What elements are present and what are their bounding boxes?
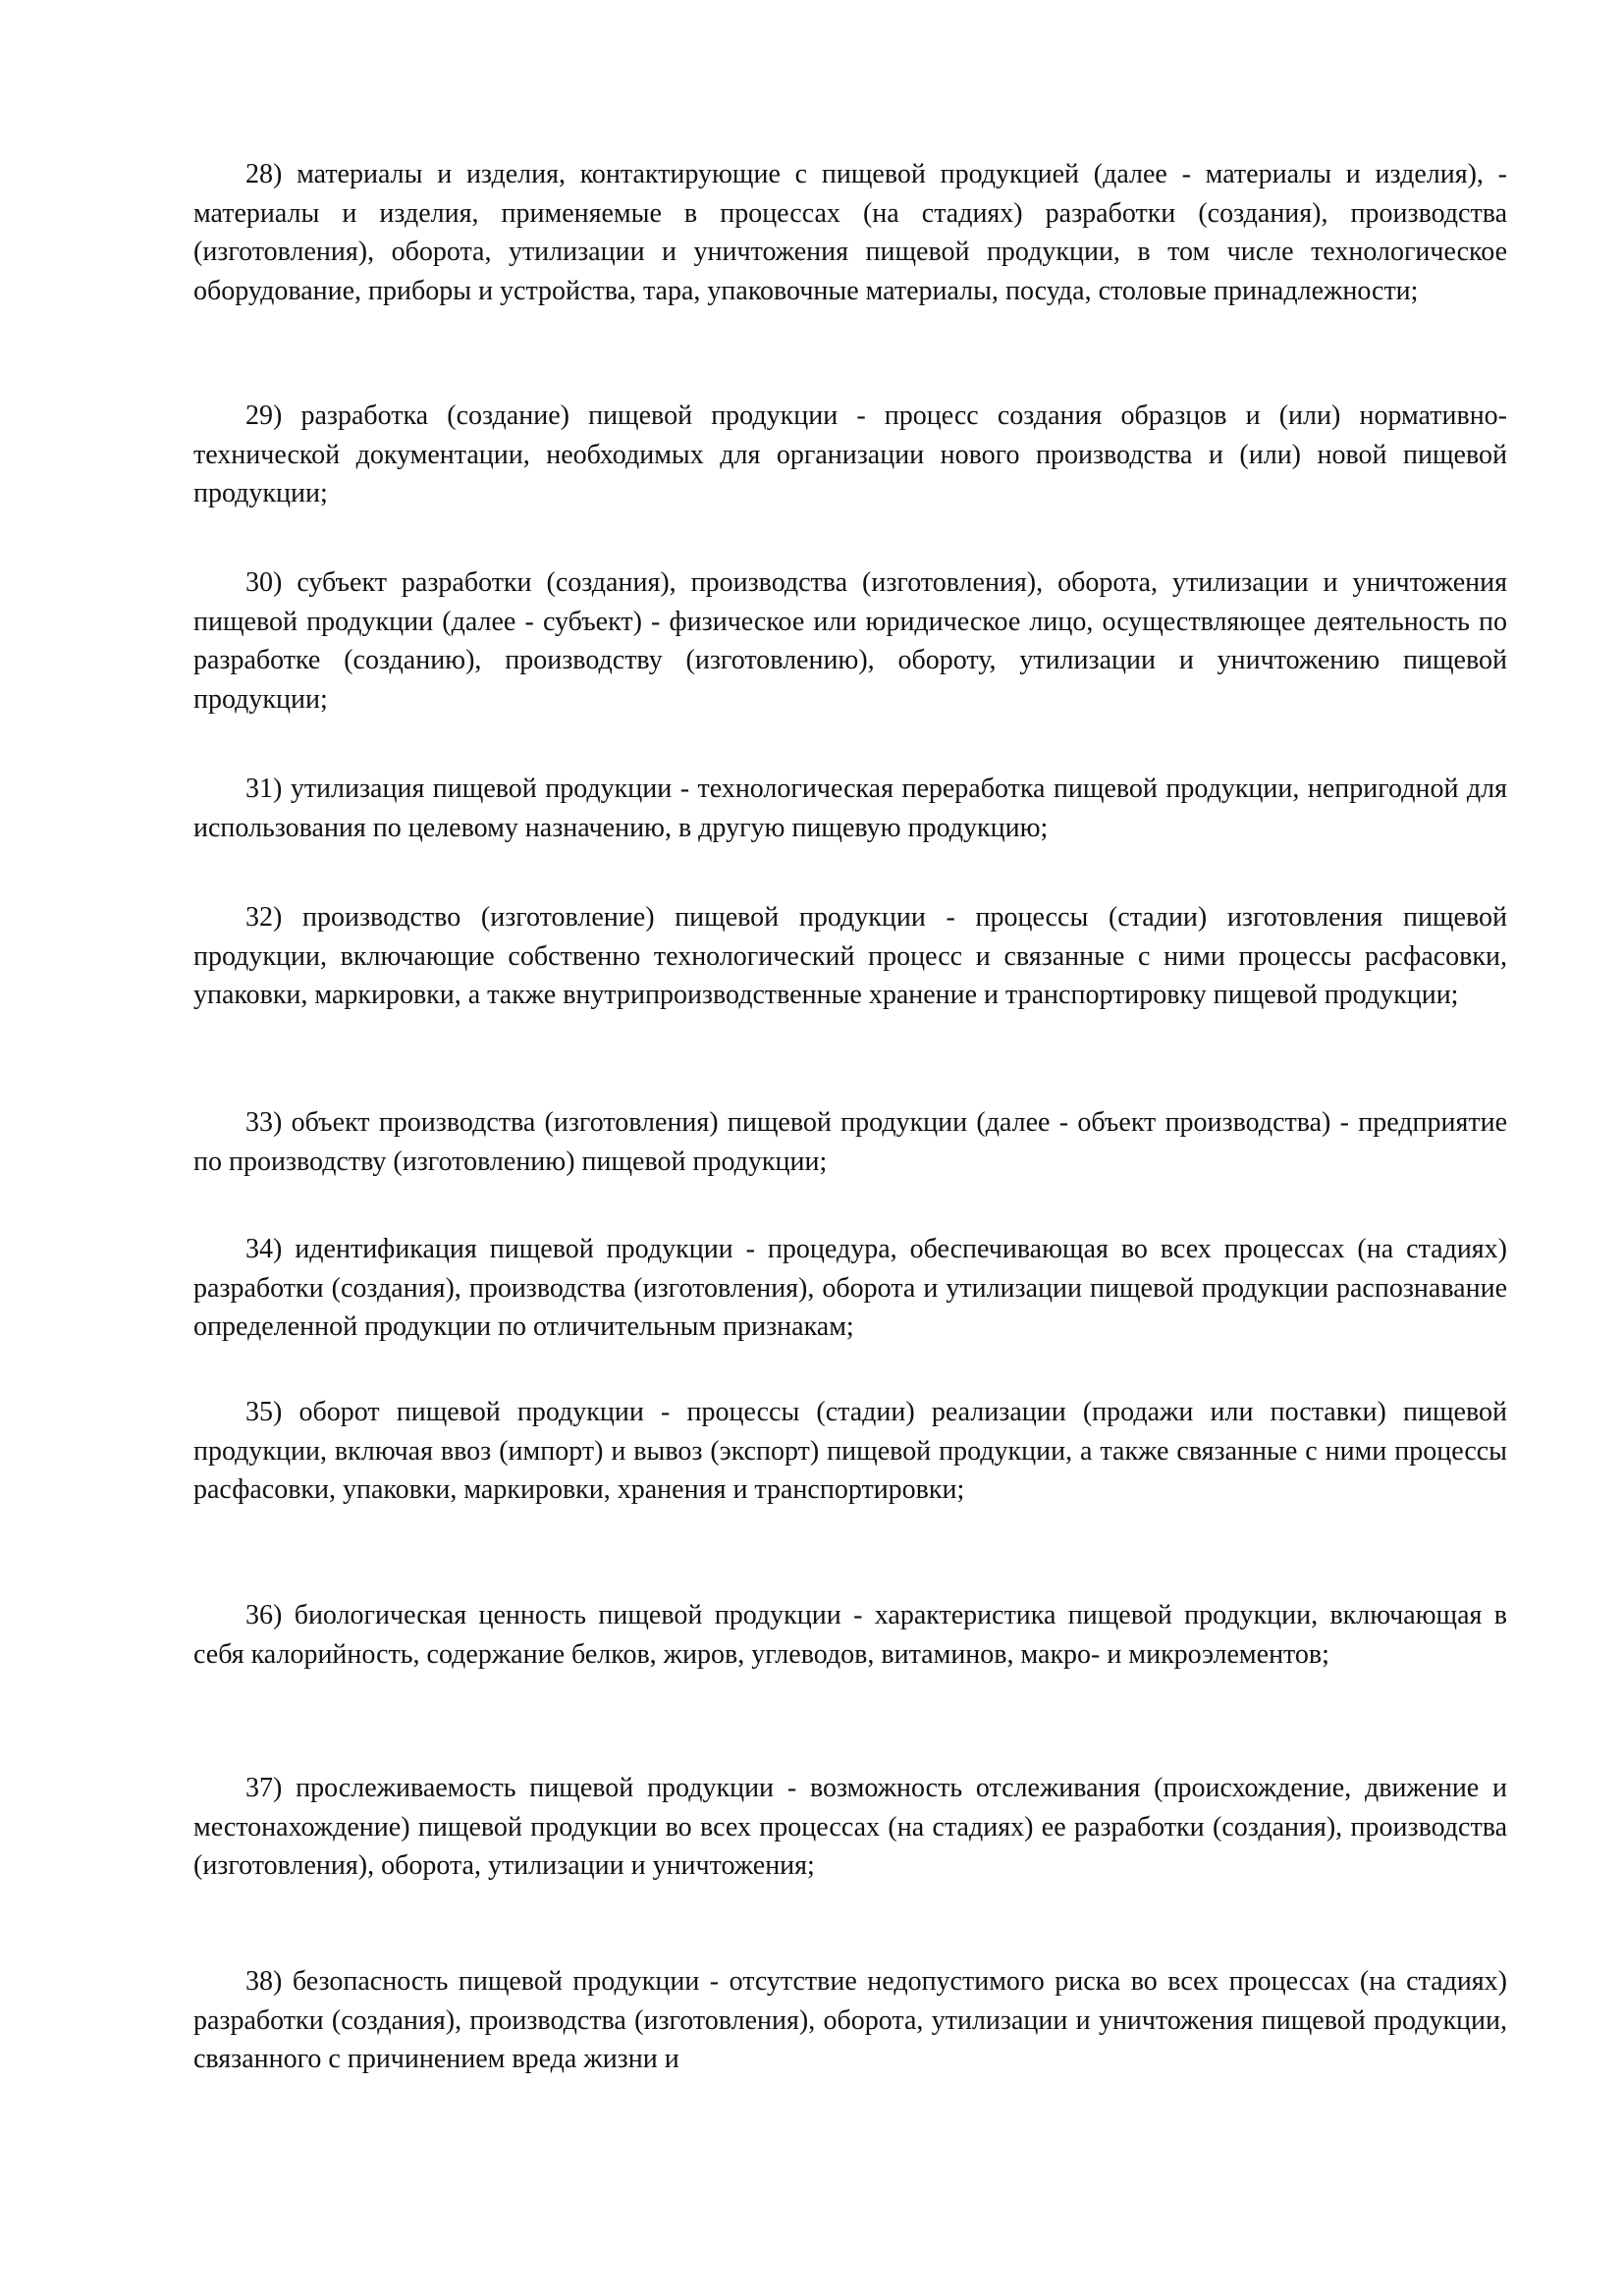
paragraph-number: 31) xyxy=(245,774,283,804)
paragraph-number: 29) xyxy=(245,400,283,431)
definition-paragraph-33 xyxy=(193,1103,1507,1181)
definition-paragraph-37 xyxy=(193,1769,1507,1886)
paragraph-number: 28) xyxy=(245,159,283,189)
definition-paragraph-30 xyxy=(193,563,1507,719)
definition-paragraph-36 xyxy=(193,1596,1507,1674)
paragraph-text: утилизация пищевой продукции - технологическая переработка пищевой продукции, непригодной для использования по целевому назначению, в другую пищевую продукцию; xyxy=(193,774,1508,843)
paragraph-number: 30) xyxy=(245,567,283,598)
paragraph-number: 35) xyxy=(245,1397,283,1427)
paragraph-text: прослеживаемость пищевой продукции - возможность отслеживания (происхождение, движение и местонахождение) пищевой продукции во всех процессах (на стадиях) ее разработки (создания), производства (изготовления), оборота, утилизации и уничтожения; xyxy=(193,1773,1507,1881)
definition-paragraph-35 xyxy=(193,1393,1507,1510)
paragraph-text: разработка (создание) пищевой продукции - процесс создания образцов и (или) нормативно-технической документации, необходимых для организации нового производства и (или) новой пищевой продукции; xyxy=(193,400,1507,508)
paragraph-text: идентификация пищевой продукции - процедура, обеспечивающая во всех процессах (на стадиях) разработки (создания), производства (изготовления), оборота и утилизации пищевой продукции распознавание определенной продукции по отличительным признакам; xyxy=(193,1234,1508,1342)
paragraph-text: оборот пищевой продукции - процессы (стадии) реализации (продажи или поставки) пищевой продукции, включая ввоз (импорт) и вывоз (экспорт) пищевой продукции, а также связанные с ними процессы расфасовки, упаковки, маркировки, хранения и транспортировки; xyxy=(193,1397,1507,1505)
paragraph-number: 33) xyxy=(245,1107,283,1138)
definition-paragraph-38 xyxy=(193,1962,1507,2079)
paragraph-text: производство (изготовление) пищевой продукции - процессы (стадии) изготовления пищевой продукции, включающие собственно технологический процесс и связанные с ними процессы расфасовки, упаковки, маркировки, а также внутрипроизводственные хранение и транспортировку пищевой продукции; xyxy=(193,902,1507,1010)
paragraph-number: 37) xyxy=(245,1773,283,1803)
paragraph-number: 36) xyxy=(245,1600,283,1630)
definition-paragraph-34 xyxy=(193,1230,1507,1347)
paragraph-number: 34) xyxy=(245,1234,283,1264)
paragraph-text: субъект разработки (создания), производства (изготовления), оборота, утилизации и уничтожения пищевой продукции (далее - субъект) - физическое или юридическое лицо, осуществляющее деятельность по разработке (созданию), производству (изготовлению), обороту, утилизации и уничтожению пищевой продукции; xyxy=(193,567,1507,715)
paragraph-text: безопасность пищевой продукции - отсутствие недопустимого риска во всех процессах (на стадиях) разработки (создания), производства (изготовления), оборота, утилизации и уничтожения пищевой продукции, связанного с причинением вреда жизни и xyxy=(193,1966,1508,2074)
definition-paragraph-31 xyxy=(193,770,1507,847)
definition-paragraph-29 xyxy=(193,397,1507,513)
paragraph-number: 32) xyxy=(245,902,283,933)
paragraph-text: биологическая ценность пищевой продукции - характеристика пищевой продукции, включающая в себя калорийность, содержание белков, жиров, углеводов, витаминов, макро- и микроэлементов; xyxy=(193,1600,1508,1670)
definition-paragraph-32 xyxy=(193,898,1507,1015)
definition-paragraph-28 xyxy=(193,155,1507,310)
paragraph-text: объект производства (изготовления) пищевой продукции (далее - объект производства) - предприятие по производству (изготовлению) пищевой продукции; xyxy=(193,1107,1508,1177)
paragraph-number: 38) xyxy=(245,1966,283,1997)
paragraph-text: материалы и изделия, контактирующие с пищевой продукцией (далее - материалы и изделия), - материалы и изделия, применяемые в процессах (на стадиях) разработки (создания), производства (изготовления), оборота, утилизации и уничтожения пищевой продукции, в том числе технологическое оборудование, приборы и устройства, тара, упаковочные материалы, посуда, столовые принадлежности; xyxy=(193,159,1507,306)
